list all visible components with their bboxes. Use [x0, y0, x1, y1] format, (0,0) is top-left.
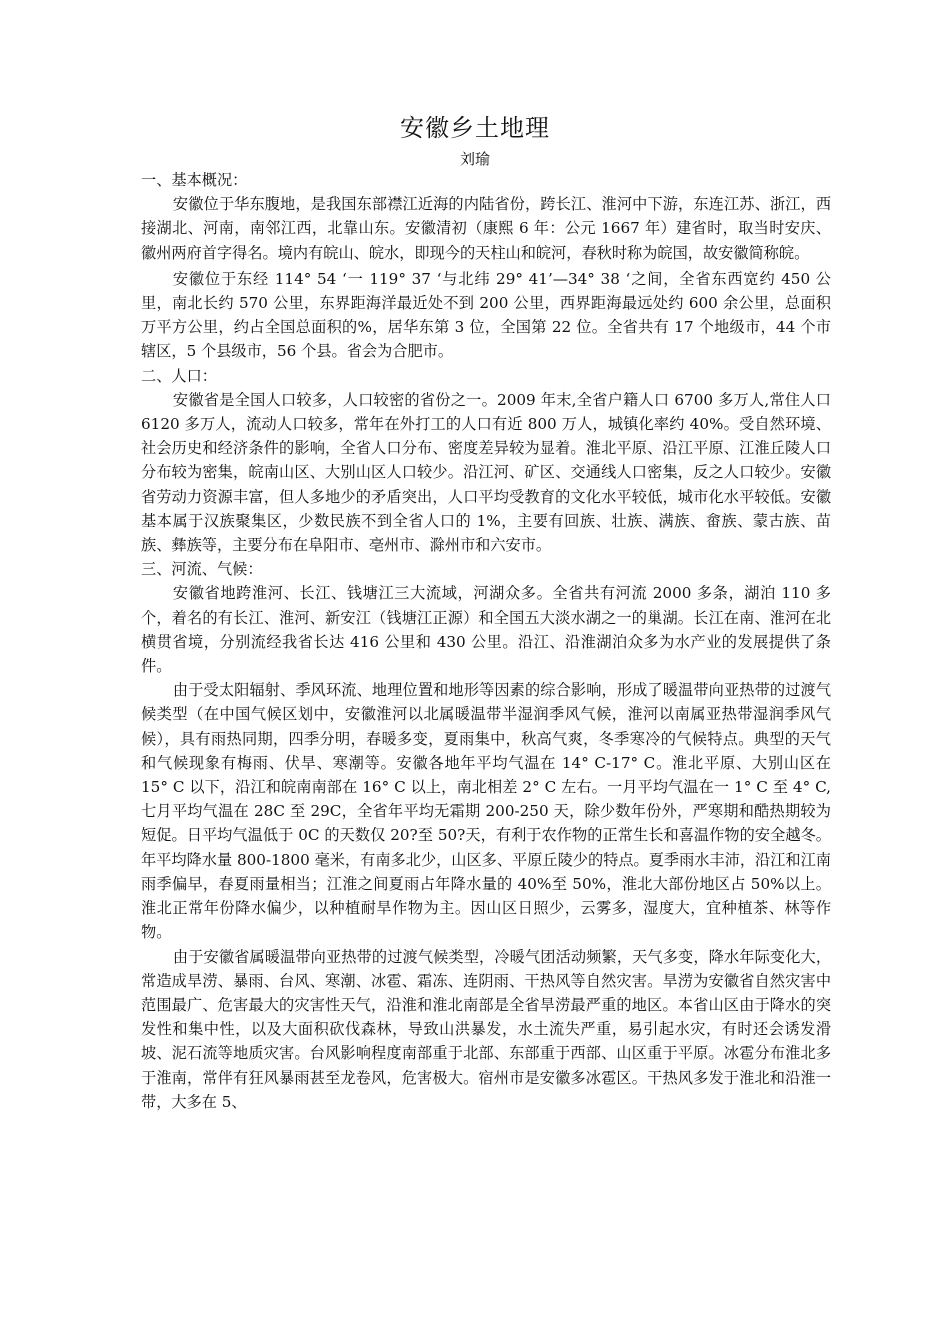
paragraph-population: 安徽省是全国人口较多，人口较密的省份之一。2009 年末,全省户籍人口 6700 多万人,常住人口 6120 多万人，流动人口较多，常年在外打工的人口有近 800 万人，城镇化率约 40%。受自然环境、社会历史和经济条件的影响，全省人口分布、密度差异较为显着。淮北平原、沿江平原、江淮丘陵人口分布较为密集，皖南山区、大别山区人口较少。沿江河、矿区、交通线人口密集，反之人口较少。安徽省劳动力资源丰富，但人多地少的矛盾突出，人口平均受教育的文化水平较低，城市化水平较低。安徽基本属于汉族聚集区，少数民族不到全省人口的 1%，主要有回族、壮族、满族、畲族、蒙古族、苗族、彝族等，主要分布在阜阳市、亳州市、滁州市和六安市。: [141, 390, 831, 555]
section-heading-rivers-climate: 三、河流、气候：: [141, 560, 263, 579]
section-heading-basic-overview: 一、基本概况：: [141, 171, 248, 189]
document-title: 安徽乡土地理: [400, 114, 550, 142]
document-author: 刘瑜: [459, 150, 490, 168]
paragraph-natural-disasters: 由于安徽省属暖温带向亚热带的过渡气候类型，冷暖气团活动频繁，天气多变，降水年际变化大，常造成旱涝、暴雨、台风、寒潮、冰雹、霜冻、连阴雨、干热风等自然灾害。旱涝为安徽省自然灾害中范围最广、危害最大的灾害性天气，沿淮和淮北南部是全省旱涝最严重的地区。本省山区由于降水的突发性和集中性，以及大面积砍伐森林，导致山洪暴发，水土流失严重，易引起水灾，有时还会诱发滑坡、泥石流等地质灾害。台风影响程度南部重于北部、东部重于西部、山区重于平原。冰雹分布淮北多于淮南，常伴有狂风暴雨甚至龙卷风，危害极大。宿州市是安徽多冰雹区。干热风多发于淮北和沿淮一带，大多在 5、: [141, 947, 831, 1111]
paragraph-climate: 由于受太阳辐射、季风环流、地理位置和地形等因素的综合影响，形成了暖温带向亚热带的过渡气候类型（在中国气候区划中，安徽淮河以北属暖温带半湿润季风气候，淮河以南属亚热带湿润季风气候），具有雨热同期，四季分明，春暖多变，夏雨集中，秋高气爽，冬季寒冷的气候特点。典型的天气和气候现象有梅雨、伏旱、寒潮等。安徽各地年平均气温在 14° C-17° C。淮北平原、大别山区在 15° C 以下，沿江和皖南南部在 16° C 以上，南北相差 2° C 左右。一月平均气温在一 1° C 至 4° C,七月平均气温在 28C 至 29C，全省年平均无霜期 200-250 天，除少数年份外，严寒期和酷热期较为短促。日平均气温低于 0C 的天数仅 20?至 50?天，有利于农作物的正常生长和喜温作物的安全越冬。年平均降水量 800-1800 毫米，有南多北少，山区多、平原丘陵少的特点。夏季雨水丰沛，沿江和江南雨季偏早，春夏雨量相当；江淮之间夏雨占年降水量的 40%至 50%，淮北大部份地区占 50%以上。淮北正常年份降水偏少，以种植耐旱作物为主。因山区日照少，云雾多，湿度大，宜种植茶、林等作物。: [141, 681, 831, 942]
paragraph-location-history: 安徽位于华东腹地，是我国东部襟江近海的内陆省份，跨长江、淮河中下游，东连江苏、浙江，西接湖北、河南，南邻江西，北靠山东。安徽清初（康熙 6 年：公元 1667 年）建省时，取当时安庆、徽州两府首字得名。境内有皖山、皖水，即现今的天柱山和皖河，春秋时称为皖国，故安徽简称皖。: [141, 195, 831, 262]
section-heading-population: 二、人口：: [141, 366, 217, 385]
paragraph-coordinates-area: 安徽位于东经 114° 54 ‘一 119° 37 ‘与北纬 29° 41’—34° 38 ‘之间，全省东西宽约 450 公里，南北长约 570 公里，东界距海洋最近处不到 200 公里，西界距海最远处约 600 余公里，总面积万平方公里，约占全国总面积的%，居华东第 3 位，全国第 22 位。全省共有 17 个地级市，44 个市辖区，5 个县级市，56 个县。省会为合肥市。: [141, 269, 831, 361]
document-body: [141, 168, 831, 1114]
paragraph-rivers: 安徽省地跨淮河、长江、钱塘江三大流域，河湖众多。全省共有河流 2000 多条，湖泊 110 多个，着名的有长江、淮河、新安江（钱塘江正源）和全国五大淡水湖之一的巢湖。长江在南、淮河在北横贯省境，分别流经我省长达 416 公里和 430 公里。沿江、沿淮湖泊众多为水产业的发展提供了条件。: [141, 584, 831, 676]
